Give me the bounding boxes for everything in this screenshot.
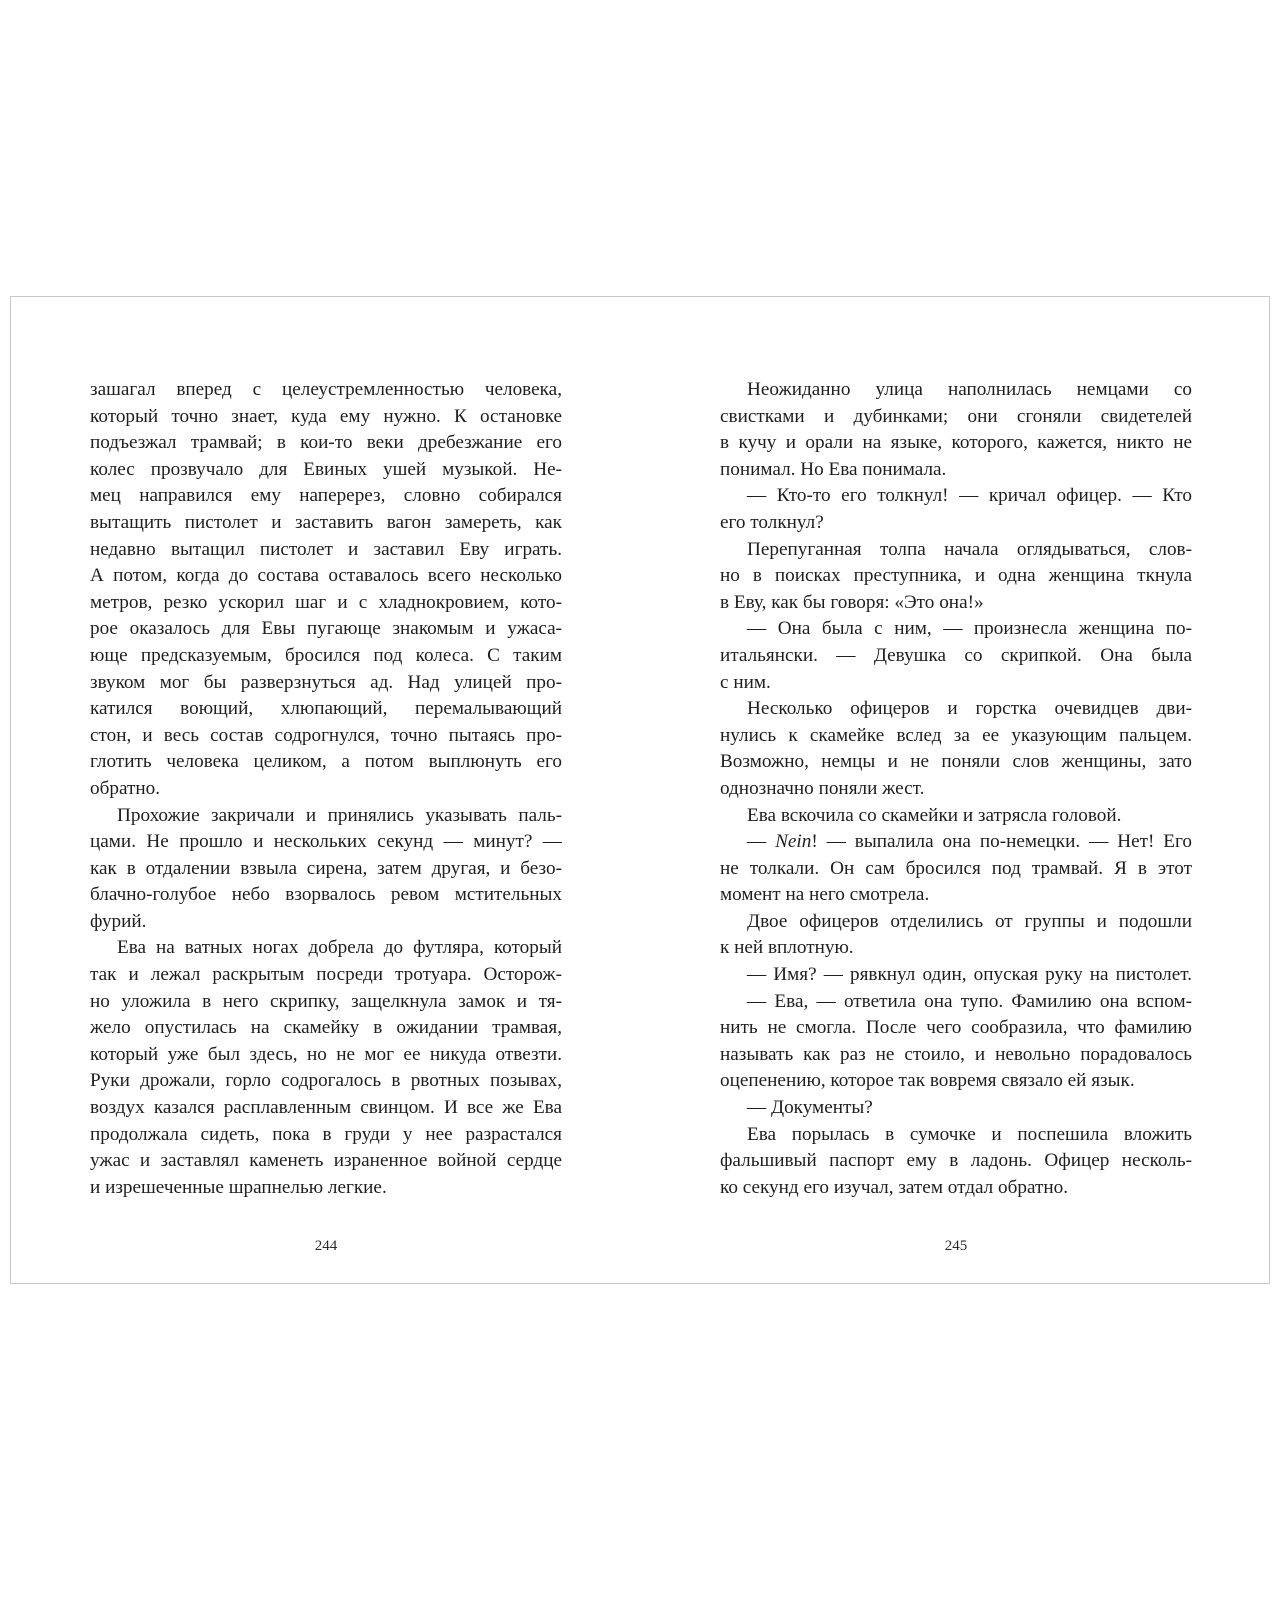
text-line: подъезжал трамвай; в кои-то веки дребезжание его	[90, 432, 562, 454]
text-line: звуком мог бы разверзнуться ад. Над улицей про-	[90, 671, 562, 693]
text-line: блачно-голубое небо взорвалось ревом мстительных	[90, 884, 562, 906]
text-line: так и лежал раскрытым посреди тротуара. Осторож-	[90, 964, 562, 986]
page-number-left: 244	[314, 1238, 338, 1254]
text-line: Двое офицеров отделились от группы и подошли	[747, 910, 1192, 932]
text-line: — Ева, — ответила она тупо. Фамилию она вспом-	[747, 990, 1192, 1012]
text-line: который точно знает, куда ему нужно. К остановке	[90, 405, 562, 427]
text-line: цами. Не прошло и нескольких секунд — минут? —	[90, 831, 562, 853]
text-line: Перепуганная толпа начала оглядываться, слов-	[747, 538, 1192, 560]
text-line: воздух казался расплавленным свинцом. И все же Ева	[90, 1097, 562, 1119]
text-line: однозначно поняли жест.	[720, 777, 925, 799]
text-line: катился воющий, хлюпающий, перемалывающий	[90, 698, 562, 720]
text-line: жело опустилась на скамейку в ожидании трамвая,	[90, 1017, 562, 1039]
text-line: нулись к скамейке вслед за ее указующим пальцем.	[720, 724, 1192, 746]
text-line: колес прозвучало для Евиных ушей музыкой. Не-	[90, 458, 562, 480]
text-line: Ева вскочила со скамейки и затрясла головой.	[747, 804, 1122, 826]
right-page-text	[720, 377, 1192, 1201]
text-line: зашагал вперед с целеустремленностью человека,	[90, 379, 562, 400]
text-line: — Кто-то его толкнул! — кричал офицер. — Кто	[747, 485, 1192, 507]
text-line: Прохожие закричали и принялись указывать паль-	[117, 804, 562, 826]
text-line: — Она была с ним, — произнесла женщина по-	[747, 618, 1192, 640]
text-line: Ева на ватных ногах добрела до футляра, который	[117, 937, 562, 959]
text-line: момент на него смотрела.	[720, 884, 930, 906]
text-line: итальянски. — Девушка со скрипкой. Она была	[720, 644, 1192, 666]
text-line: нить не смогла. После чего сообразила, что фамилию	[720, 1017, 1192, 1039]
text-line: — Имя? — рявкнул один, опуская руку на пистолет.	[747, 964, 1192, 986]
text-line: Ева порылась в сумочке и поспешила вложить	[747, 1123, 1192, 1145]
page-number-right: 245	[944, 1238, 968, 1254]
text-line: ужас и заставлял каменеть израненное войной сердце	[90, 1150, 562, 1172]
text-line: глотить человека целиком, а потом выплюнуть его	[90, 751, 562, 773]
text-line: фальшивый паспорт ему в ладонь. Офицер несколь-	[720, 1150, 1192, 1172]
text-line: его толкнул?	[720, 511, 824, 533]
text-line: продолжала сидеть, пока в груди у нее разрастался	[90, 1123, 562, 1145]
text-line: ко секунд его изучал, затем отдал обратно.	[720, 1176, 1069, 1198]
text-line: Возможно, немцы и не поняли слов женщины, зато	[720, 751, 1192, 773]
text-line: стон, и весь состав содрогнулся, точно пытаясь про-	[90, 724, 562, 746]
left-page-text	[90, 377, 562, 1201]
text-line: в Еву, как бы говоря: «Это она!»	[720, 591, 984, 613]
text-line: который уже был здесь, но не мог ее никуда отвезти.	[90, 1043, 562, 1065]
text-line: Несколько офицеров и горстка очевидцев дви-	[747, 698, 1192, 720]
text-line: рое оказалось для Евы пугающе знакомым и ужаса-	[90, 618, 562, 640]
text-line: недавно вытащил пистолет и заставил Еву играть.	[90, 538, 562, 560]
text-line: вытащить пистолет и заставить вагон замереть, как	[90, 511, 562, 533]
text-line: называть как раз не стоило, и невольно порадовалось	[720, 1043, 1192, 1065]
text-line: как в отдалении взвыла сирена, затем другая, и безо-	[90, 857, 562, 879]
text-line: понимал. Но Ева понимала.	[720, 458, 947, 480]
text-line-tail: ! — выпалила она по-немецки. — Нет! Его	[811, 831, 1192, 853]
text-line: к ней вплотную.	[720, 937, 854, 959]
text-line: фурий.	[90, 910, 147, 932]
foreign-word: Nein	[775, 831, 812, 853]
text-line: А потом, когда до состава оставалось всего несколько	[90, 565, 562, 587]
text-line: но уложила в него скрипку, защелкнула замок и тя-	[90, 990, 562, 1012]
text-line: мец направился ему наперерез, словно собирался	[90, 485, 562, 507]
text-line: в кучу и орали на языке, которого, кажется, никто не	[720, 432, 1192, 454]
text-line: — Документы?	[747, 1097, 873, 1119]
text-line: но в поисках преступника, и одна женщина ткнула	[720, 565, 1192, 587]
text-line: метров, резко ускорил шаг и с хладнокровием, кото-	[90, 591, 562, 613]
text-line: оцепенению, которое так вовремя связало ей язык.	[720, 1070, 1135, 1092]
text-line: и изрешеченные шрапнелью легкие.	[90, 1176, 387, 1198]
book-spread	[10, 296, 1270, 1284]
text-line: — Nein! — выпалила она по-немецки. — Нет! Его	[747, 831, 1192, 853]
text-line: свистками и дубинками; они сгоняли свидетелей	[720, 405, 1192, 427]
text-line: обратно.	[90, 777, 161, 799]
text-line: юще предсказуемым, бросился под колеса. С таким	[90, 644, 562, 666]
text-line: Неожиданно улица наполнилась немцами со	[747, 379, 1192, 400]
text-line: Руки дрожали, горло содрогалось в рвотных позывах,	[90, 1070, 562, 1092]
text-line: с ним.	[720, 671, 771, 693]
text-line: не толкали. Он сам бросился под трамвай. Я в этот	[720, 857, 1192, 879]
